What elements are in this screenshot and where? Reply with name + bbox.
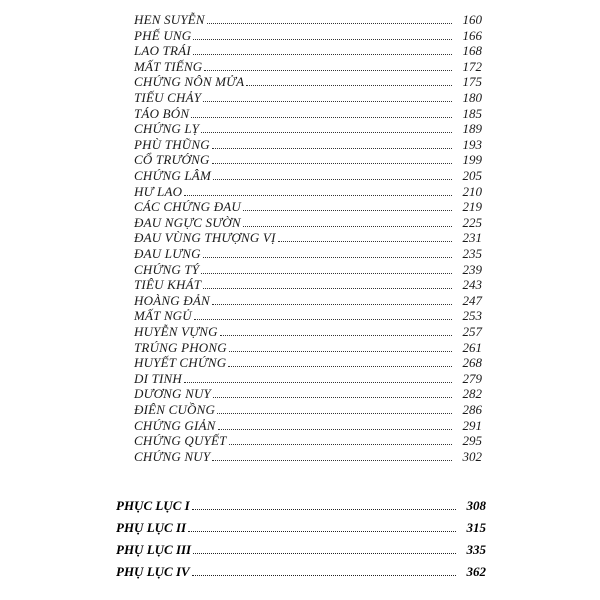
dot-leader — [192, 575, 456, 576]
toc-entry-title: HUYỄN VỰNG — [134, 324, 218, 339]
toc-entry-title: CHỨNG NÔN MỬA — [134, 74, 245, 90]
toc-entry-page: 189 — [462, 121, 482, 137]
toc-entry-title: DI TINH — [134, 370, 182, 386]
dot-leader — [220, 335, 452, 336]
toc-entry-title: CỔ TRƯỚNG — [134, 152, 210, 168]
dot-leader — [243, 226, 452, 227]
toc-entry-title: CHỨNG NUY — [134, 448, 211, 464]
toc-entry-title: HƯ LAO — [134, 183, 183, 199]
dot-leader — [184, 382, 452, 383]
toc-entry-page: 166 — [462, 27, 482, 43]
dot-leader — [194, 319, 452, 320]
dot-leader — [201, 273, 452, 274]
toc-entry-title: PHẾ UNG — [134, 27, 192, 43]
dot-leader — [278, 241, 452, 242]
toc-entry-page: 257 — [462, 324, 482, 339]
dot-leader — [229, 444, 452, 445]
toc-entry-page: 199 — [462, 152, 482, 168]
dot-leader — [191, 117, 452, 118]
toc-entry-page: 261 — [462, 339, 482, 355]
toc-entry-title: LAO TRÁI — [134, 43, 191, 59]
dot-leader — [228, 366, 452, 367]
dot-leader — [212, 460, 452, 461]
toc-entry-page: 253 — [462, 308, 482, 324]
dot-leader — [229, 351, 452, 352]
toc-entry-page: 239 — [462, 261, 482, 277]
dot-leader — [188, 531, 456, 532]
toc-entry-title: MẤT TIẾNG — [134, 58, 203, 74]
toc-entry-page: 193 — [462, 136, 482, 152]
toc-entry-page: 160 — [462, 12, 482, 27]
dot-leader — [212, 163, 452, 164]
dot-leader — [212, 304, 452, 305]
toc-entry-title: CHỨNG QUYẾT — [134, 433, 227, 449]
dot-leader — [213, 397, 452, 398]
dot-leader — [203, 288, 452, 289]
dot-leader — [217, 413, 452, 414]
toc-entry-page: 291 — [462, 417, 482, 433]
dot-leader — [218, 429, 453, 430]
toc-entry-title: CHỨNG LỴ — [134, 121, 200, 137]
toc-entry-page: 295 — [462, 433, 482, 449]
toc-entry-title: TIẾU CHẢY — [134, 90, 202, 105]
dot-leader — [212, 148, 452, 149]
toc-entry-page: 243 — [462, 277, 482, 293]
toc-entry-title: CHỨNG TÝ — [134, 261, 200, 277]
dot-leader — [201, 132, 452, 133]
appendix-title: PHỤ LỤC II — [116, 520, 187, 535]
appendix-page: 362 — [466, 564, 486, 579]
dot-leader — [207, 23, 452, 24]
appendix-entry — [116, 496, 486, 514]
dot-leader — [243, 210, 452, 211]
dot-leader — [213, 179, 452, 180]
toc-entry-page: 175 — [462, 74, 482, 90]
toc-entry-page: 235 — [462, 246, 482, 261]
toc-entry-title: ĐAU LƯNG — [134, 246, 201, 261]
toc-entry-title: CÁC CHỨNG ĐAU — [134, 199, 242, 215]
toc-entry-page: 210 — [462, 183, 482, 199]
toc-entry-title: ĐIÊN CUỒNG — [134, 402, 216, 417]
dot-leader — [193, 54, 452, 55]
toc-entry-title: TRÚNG PHONG — [134, 339, 227, 355]
toc-entry-page: 302 — [462, 448, 482, 464]
toc-entry-page: 225 — [462, 214, 482, 230]
toc-entry-title: ĐAU NGỰC SƯỜN — [134, 214, 241, 230]
toc-entry-page: 282 — [462, 386, 482, 402]
toc-entry-page: 231 — [462, 230, 482, 246]
toc-entry-page: 168 — [462, 43, 482, 59]
toc-entry-title: CHỨNG GIẢN — [134, 417, 216, 433]
dot-leader — [193, 39, 452, 40]
toc-entry-title: ĐAU VÙNG THƯỢNG VỊ — [134, 230, 276, 246]
dot-leader — [203, 101, 452, 102]
toc-entry-title: HUYẾT CHỨNG — [134, 355, 227, 371]
toc-entry-page: 172 — [462, 58, 482, 74]
dot-leader — [203, 257, 452, 258]
toc-entry-page: 180 — [462, 90, 482, 105]
appendix-title: PHỤ LỤC IV — [116, 564, 190, 579]
dot-leader — [193, 553, 456, 554]
dot-leader — [204, 70, 452, 71]
appendix-page: 335 — [466, 542, 486, 557]
toc-entry-title: TIÊU KHÁT — [134, 277, 202, 293]
toc-entry-page: 247 — [462, 292, 482, 308]
appendix-entry — [116, 518, 486, 536]
appendix-entry — [116, 562, 486, 580]
appendix-entry — [116, 540, 486, 558]
toc-entry-page: 219 — [462, 199, 482, 215]
toc-entry-title: HEN SUYỄN — [134, 12, 205, 27]
toc-entry-title: CHỨNG LÂM — [134, 168, 211, 183]
toc-entry-title: HOÀNG ĐẢN — [134, 292, 210, 308]
toc-entry-page: 279 — [462, 370, 482, 386]
appendix-title: PHỤ LỤC III — [116, 542, 192, 557]
appendix-title: PHỤC LỤC I — [116, 498, 190, 513]
toc-entry-title: TÁO BÓN — [134, 105, 190, 121]
dot-leader — [246, 85, 452, 86]
toc-entry-page: 205 — [462, 168, 482, 183]
appendix-page: 315 — [466, 520, 486, 535]
toc-entry-page: 185 — [462, 105, 482, 121]
toc-entry-page: 286 — [462, 402, 482, 417]
toc-entry-title: DƯƠNG NUY — [134, 386, 211, 402]
appendix-page: 308 — [466, 498, 486, 513]
toc-entry — [134, 447, 482, 465]
toc-entry-title: PHÙ THŨNG — [134, 136, 210, 152]
toc-entry-title: MẤT NGỦ — [134, 308, 192, 324]
toc-entry-page: 268 — [462, 355, 482, 371]
dot-leader — [184, 195, 452, 196]
dot-leader — [192, 509, 456, 510]
